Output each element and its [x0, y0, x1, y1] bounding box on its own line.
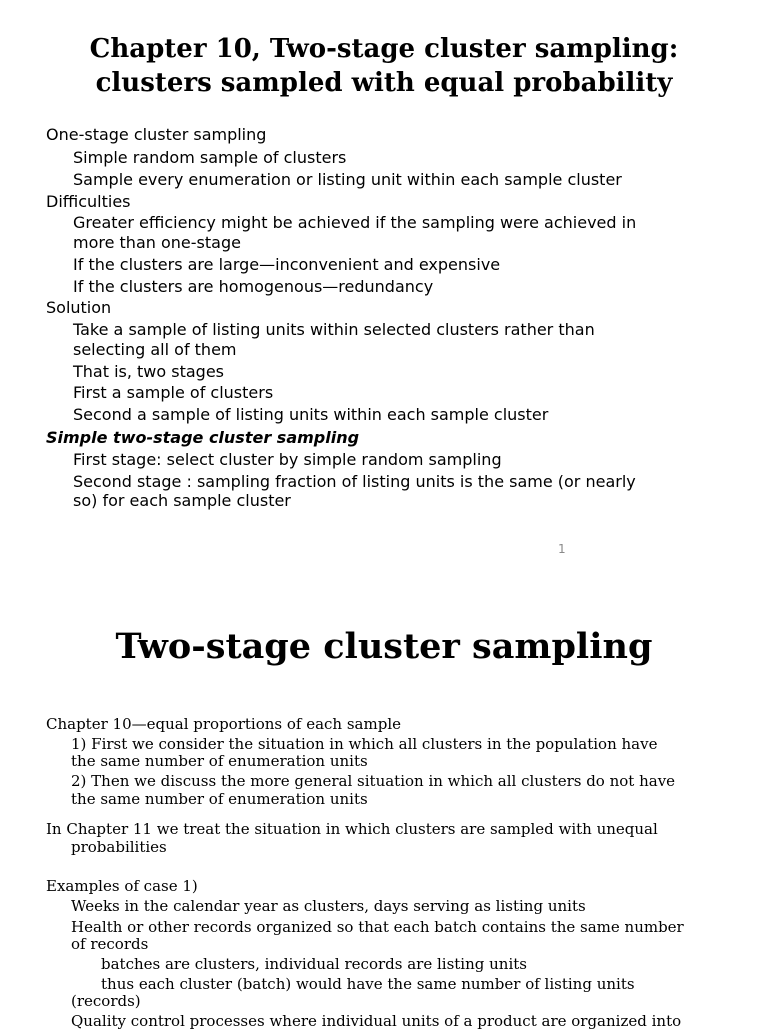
- text-line: If the clusters are large—inconvenient and expensive: [73, 255, 501, 274]
- text-line: Examples of case 1): [46, 877, 198, 895]
- text-line: Greater efficiency might be achieved if the sampling were achieved in: [73, 213, 637, 232]
- text-line: First a sample of clusters: [73, 383, 274, 402]
- text-line: Second a sample of listing units within each sample cluster: [73, 405, 549, 424]
- text-line: (records): [71, 992, 141, 1010]
- text-line: 1) First we consider the situation in which all clusters in the population have: [71, 735, 658, 753]
- text-line: more than one-stage: [73, 233, 241, 252]
- text-line: of records: [71, 935, 149, 953]
- text-line: the same number of enumeration units: [71, 752, 368, 770]
- text-line: Solution: [46, 298, 112, 317]
- slide-2-title: Two-stage cluster sampling: [115, 626, 653, 667]
- text-line: selecting all of them: [73, 340, 237, 359]
- slide-1-title-line-2: clusters sampled with equal probability: [95, 68, 673, 98]
- text-line: That is, two stages: [73, 362, 225, 381]
- text-line: the same number of enumeration units: [71, 790, 368, 808]
- text-line: In Chapter 11 we treat the situation in which clusters are sampled with unequal: [46, 820, 658, 838]
- text-line: batches are clusters, individual records are listing units: [101, 955, 527, 973]
- text-line: Weeks in the calendar year as clusters, days serving as listing units: [71, 897, 586, 915]
- text-line: so) for each sample cluster: [73, 491, 291, 510]
- text-line: Second stage : sampling fraction of listing units is the same (or nearly: [73, 472, 636, 491]
- section-heading: Simple two-stage cluster sampling: [46, 428, 360, 447]
- text-line: If the clusters are homogenous—redundancy: [73, 277, 434, 296]
- text-line: Take a sample of listing units within selected clusters rather than: [73, 320, 595, 339]
- text-line: First stage: select cluster by simple random sampling: [73, 450, 502, 469]
- page-number: 1: [558, 542, 566, 556]
- text-line: Chapter 10—equal proportions of each sample: [46, 715, 401, 733]
- text-line: 2) Then we discuss the more general situation in which all clusters do not have: [71, 772, 676, 790]
- text-line: thus each cluster (batch) would have the same number of listing units: [101, 975, 635, 993]
- text-line: Difficulties: [46, 192, 131, 211]
- text-line: Quality control processes where individual units of a product are organized into: [71, 1012, 682, 1030]
- text-line: One-stage cluster sampling: [46, 125, 267, 144]
- text-line: probabilities: [71, 838, 167, 856]
- text-line: Simple random sample of clusters: [73, 148, 347, 167]
- text-line: Health or other records organized so that each batch contains the same number: [71, 918, 684, 936]
- slide-1-title-line-1: Chapter 10, Two-stage cluster sampling:: [89, 34, 679, 64]
- text-line: Sample every enumeration or listing unit within each sample cluster: [73, 170, 622, 189]
